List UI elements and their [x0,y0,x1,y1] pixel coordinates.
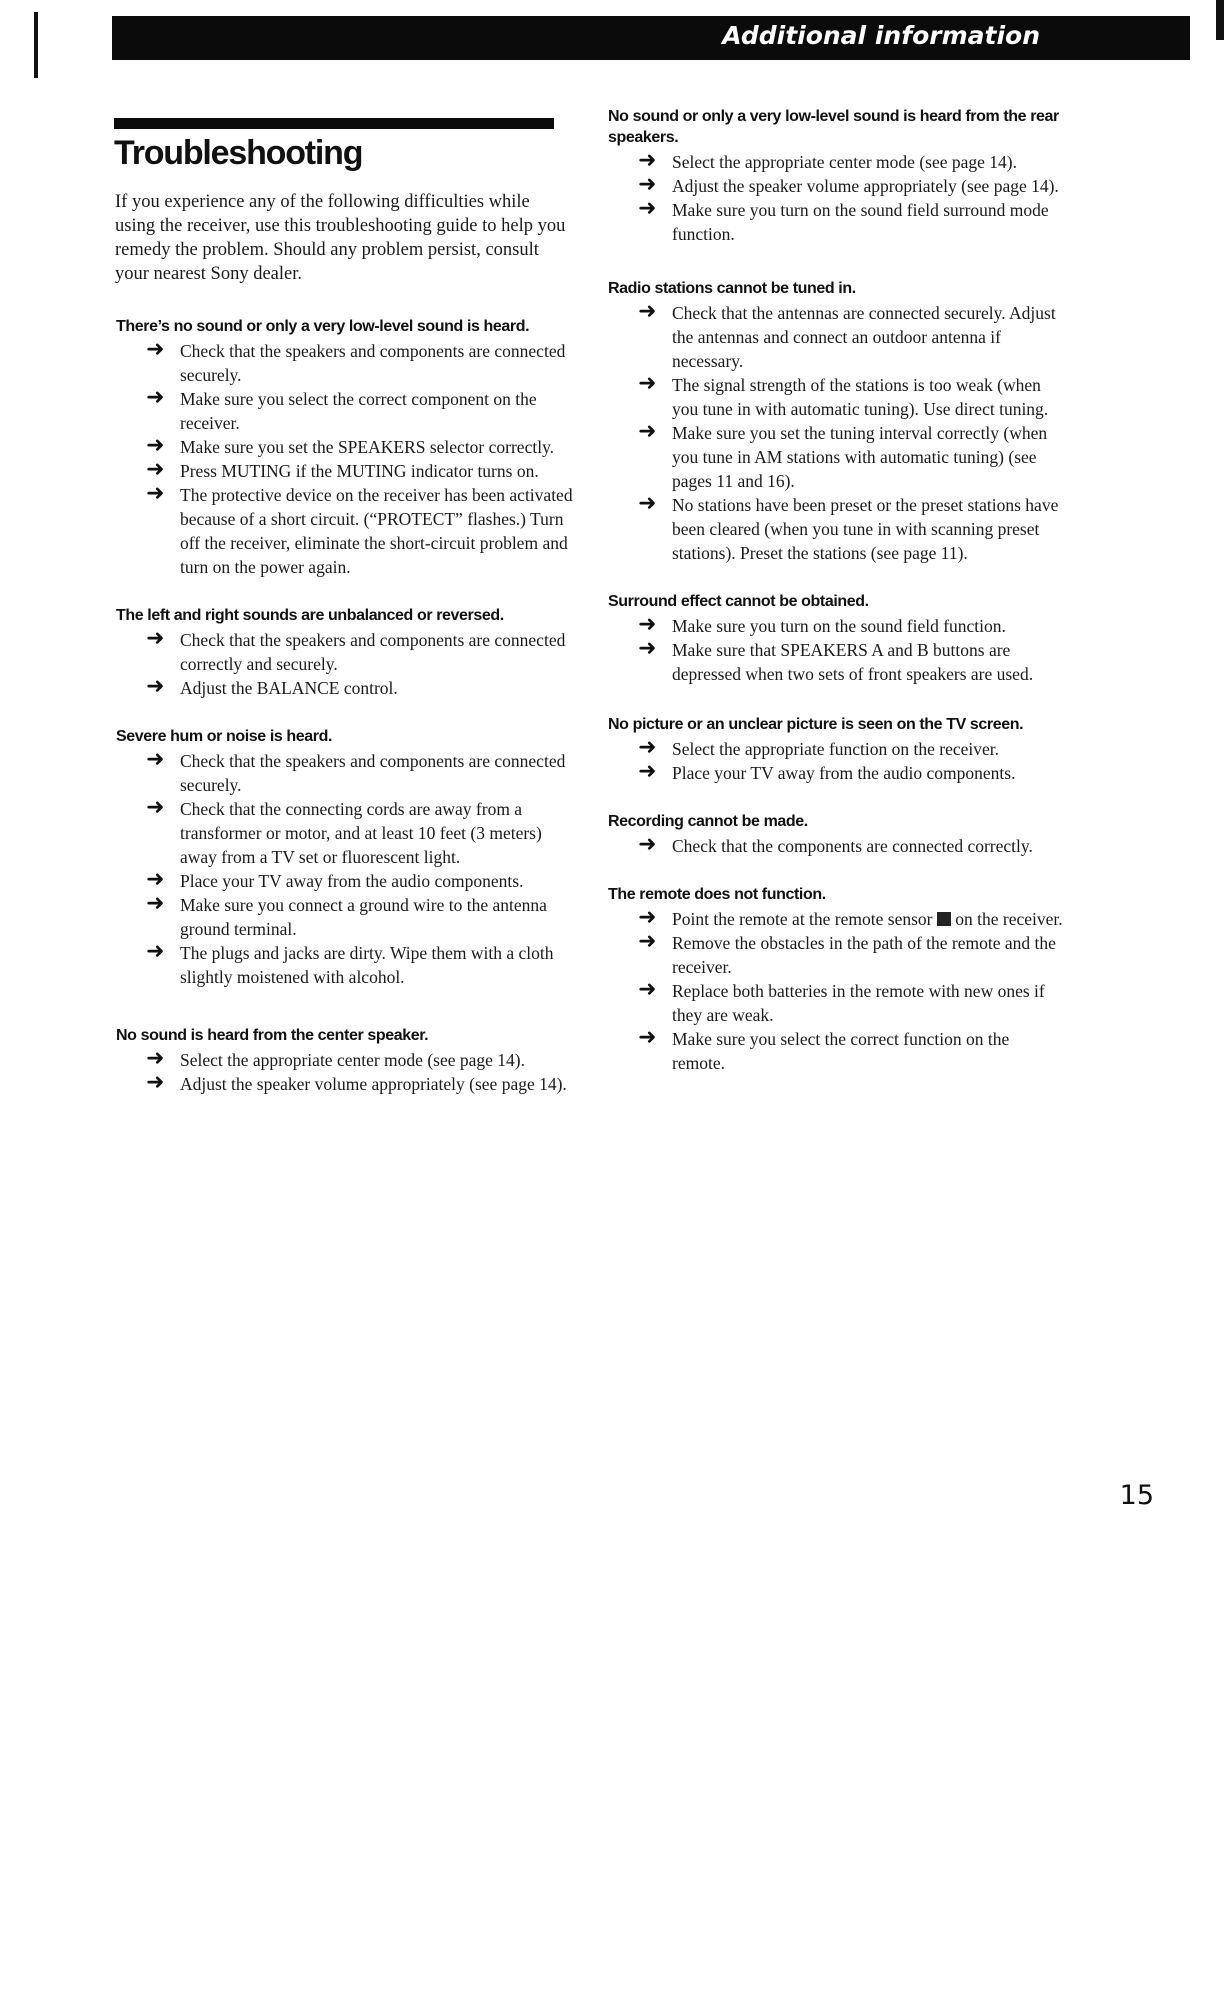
troubleshooting-block [604,591,1064,686]
solution-text: Check that the components are connected correctly. [672,836,1033,856]
solution-item [146,749,582,797]
solution-item [146,676,582,700]
solution-text: Adjust the speaker volume appropriately (see page 14). [672,176,1059,196]
arrow-right-icon: ➜ [146,457,165,482]
solution-list [604,614,1064,686]
problem-heading: No sound is heard from the center speaker. [116,1027,429,1044]
arrow-right-icon: ➜ [638,636,657,661]
solution-item [638,761,1064,785]
solution-item [638,421,1064,493]
solution-text-suffix: on the receiver. [955,909,1063,929]
solution-item [146,1048,582,1072]
solution-list [604,301,1064,565]
intro-paragraph: If you experience any of the following difficulties while using the receiver, use this troubleshooting guide to help you remedy the problem. Should any problem persist, consult your nearest Sony dealer. [115,192,566,284]
arrow-right-icon: ➜ [146,337,165,362]
problem-heading: There’s no sound or only a very low-level sound is heard. [116,318,530,335]
solution-text: Place your TV away from the audio components. [180,871,524,891]
solution-item [638,834,1064,858]
solution-text: Check that the speakers and components are connected correctly and securely. [180,630,566,674]
arrow-right-icon: ➜ [146,939,165,964]
solution-text: No stations have been preset or the preset stations have been cleared (when you tune in with scanning preset stations). Preset the stations (see page 11). [672,495,1059,563]
solution-text: Make sure you turn on the sound field surround mode function. [672,200,1049,244]
solution-list [112,339,582,579]
arrow-right-icon: ➜ [638,299,657,324]
solution-text: Make sure you set the SPEAKERS selector correctly. [180,437,555,457]
solution-text: Make sure you connect a ground wire to the antenna ground terminal. [180,895,547,939]
solution-text: The protective device on the receiver has been activated because of a short circuit. (“PROTECT” flashes.) Turn off the receiver, eliminate the short-circuit problem and turn on the power again. [180,485,573,577]
problem-heading: No picture or an unclear picture is seen on the TV screen. [608,716,1024,733]
solution-item [638,150,1064,174]
arrow-right-icon: ➜ [638,759,657,784]
troubleshooting-block [604,884,1064,1075]
section-header-title: Additional information [722,21,1040,50]
troubleshooting-block [112,316,582,579]
troubleshooting-block [112,1025,582,1096]
solution-list [604,907,1064,1075]
troubleshooting-block [604,106,1064,246]
solution-list [604,737,1064,785]
solution-item [146,628,582,676]
left-column [112,316,582,1096]
arrow-right-icon: ➜ [638,419,657,444]
solution-text: Press MUTING if the MUTING indicator turns on. [180,461,539,481]
arrow-right-icon: ➜ [638,735,657,760]
solution-item [146,459,582,483]
solution-text: Make sure you select the correct function on the remote. [672,1029,1010,1073]
problem-heading: Severe hum or noise is heard. [116,728,333,745]
arrow-right-icon: ➜ [638,977,657,1002]
troubleshooting-block [604,278,1064,565]
solution-text: Select the appropriate function on the receiver. [672,739,1000,759]
arrow-right-icon: ➜ [638,172,657,197]
solution-item [146,869,582,893]
solution-text: Check that the speakers and components are connected securely. [180,751,566,795]
solution-list [604,834,1064,858]
solution-list [604,150,1064,246]
solution-item [146,435,582,459]
problem-heading: The left and right sounds are unbalanced or reversed. [116,607,504,624]
solution-text: The plugs and jacks are dirty. Wipe them with a cloth slightly moistened with alcohol. [180,943,554,987]
arrow-right-icon: ➜ [638,371,657,396]
troubleshooting-block [112,726,582,989]
solution-text: Adjust the BALANCE control. [180,678,398,698]
arrow-right-icon: ➜ [146,795,165,820]
solution-text: Check that the connecting cords are away from a transformer or motor, and at least 10 feet (3 meters) away from a TV set or fluorescent light. [180,799,542,867]
solution-item [638,737,1064,761]
solution-text: Check that the antennas are connected securely. Adjust the antennas and connect an outdoor antenna if necessary. [672,303,1056,371]
solution-text: Remove the obstacles in the path of the remote and the receiver. [672,933,1056,977]
solution-text: The signal strength of the stations is too weak (when you tune in with automatic tuning). Use direct tuning. [672,375,1049,419]
arrow-right-icon: ➜ [638,905,657,930]
arrow-right-icon: ➜ [638,196,657,221]
arrow-right-icon: ➜ [146,481,165,506]
solution-item [638,1027,1064,1075]
arrow-right-icon: ➜ [146,747,165,772]
arrow-right-icon: ➜ [638,612,657,637]
solution-item [638,198,1064,246]
solution-list [112,749,582,989]
solution-text: Select the appropriate center mode (see page 14). [180,1050,525,1070]
arrow-right-icon: ➜ [146,674,165,699]
corner-mark [1216,0,1224,40]
solution-text: Select the appropriate center mode (see page 14). [672,152,1017,172]
solution-item [146,483,582,579]
arrow-right-icon: ➜ [146,385,165,410]
solution-item [146,339,582,387]
solution-item [146,893,582,941]
solution-text: Point the remote at the remote sensor [672,909,933,929]
arrow-right-icon: ➜ [638,832,657,857]
title-rule [114,118,554,129]
solution-item [638,174,1064,198]
solution-text: Make sure that SPEAKERS A and B buttons are depressed when two sets of front speakers are used. [672,640,1034,684]
solution-text: Check that the speakers and components are connected securely. [180,341,566,385]
problem-heading: The remote does not function. [608,886,826,903]
problem-heading: Recording cannot be made. [608,813,808,830]
problem-heading: Radio stations cannot be tuned in. [608,280,856,297]
arrow-right-icon: ➜ [638,1025,657,1050]
solution-item [638,614,1064,638]
page-number: 15 [1119,1480,1154,1511]
solution-item [146,941,582,989]
arrow-right-icon: ➜ [146,626,165,651]
solution-item [638,638,1064,686]
solution-text: Make sure you turn on the sound field function. [672,616,1006,636]
solution-item [638,979,1064,1027]
arrow-right-icon: ➜ [146,433,165,458]
troubleshooting-block [604,714,1064,785]
solution-text: Make sure you set the tuning interval correctly (when you tune in AM stations with automatic tuning) (see pages 11 and 16). [672,423,1048,491]
solution-list [112,628,582,700]
arrow-right-icon: ➜ [638,491,657,516]
troubleshooting-block [604,811,1064,858]
problem-heading: Surround effect cannot be obtained. [608,593,869,610]
arrow-right-icon: ➜ [638,929,657,954]
solution-item [146,1072,582,1096]
problem-heading: No sound or only a very low-level sound is heard from the rear speakers. [608,108,1059,146]
solution-item [638,931,1064,979]
arrow-right-icon: ➜ [146,867,165,892]
arrow-right-icon: ➜ [146,891,165,916]
section-header-bar [112,16,1190,60]
solution-item [146,387,582,435]
margin-mark [34,12,38,78]
solution-text: Make sure you select the correct component on the receiver. [180,389,537,433]
right-column [604,106,1064,1075]
solution-item [638,301,1064,373]
solution-item [638,373,1064,421]
page-title: Troubleshooting [114,134,363,172]
solution-list [112,1048,582,1096]
solution-item [638,907,1064,931]
arrow-right-icon: ➜ [146,1046,165,1071]
solution-text: Place your TV away from the audio components. [672,763,1016,783]
remote-sensor-icon [937,912,951,926]
arrow-right-icon: ➜ [638,148,657,173]
solution-text: Replace both batteries in the remote with new ones if they are weak. [672,981,1045,1025]
solution-item [146,797,582,869]
solution-text: Adjust the speaker volume appropriately (see page 14). [180,1074,567,1094]
troubleshooting-block [112,605,582,700]
solution-item [638,493,1064,565]
arrow-right-icon: ➜ [146,1070,165,1095]
